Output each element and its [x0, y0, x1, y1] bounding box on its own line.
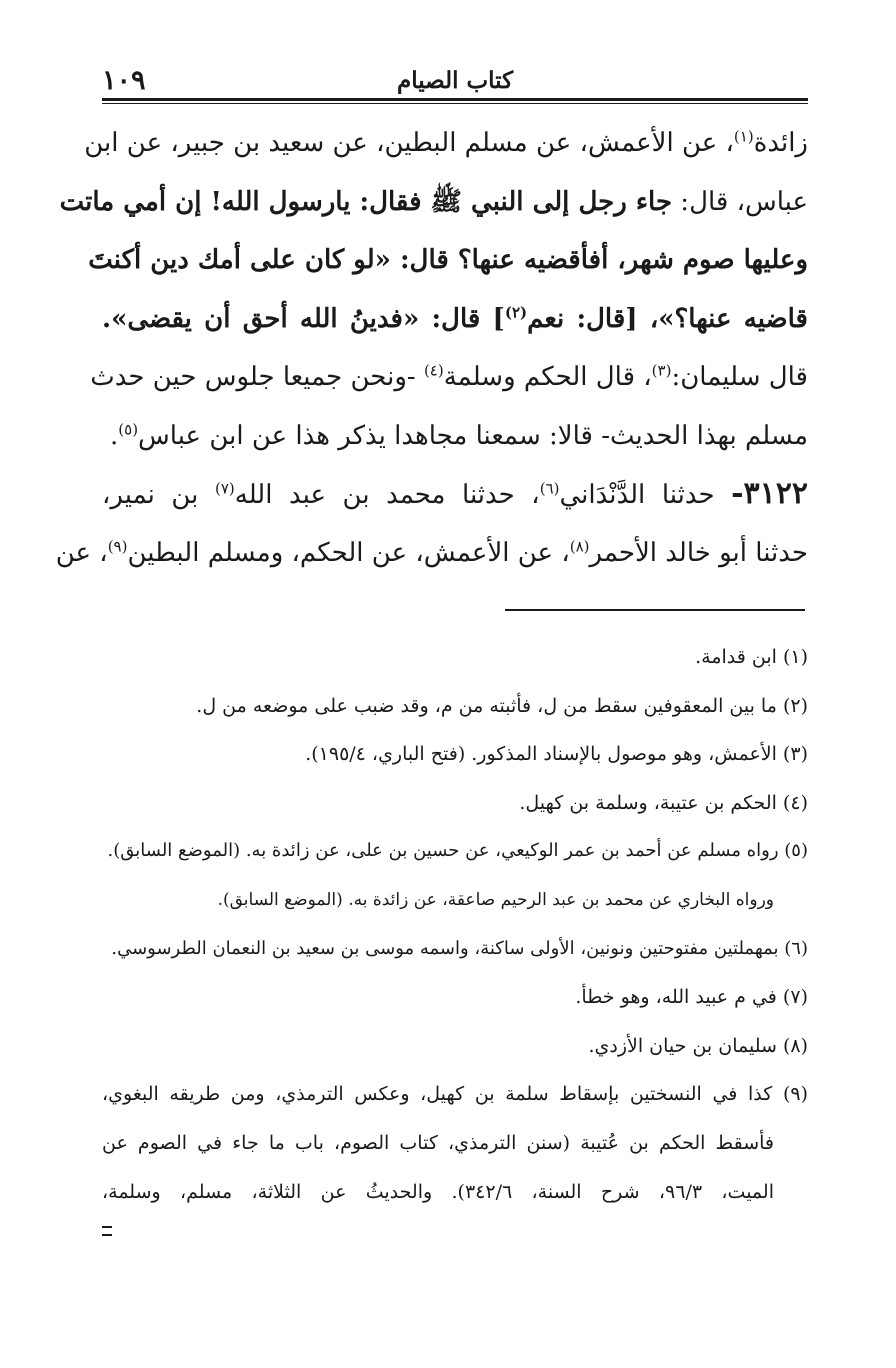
footnote-ref: (٥) [118, 419, 139, 438]
text-span: زائدة [753, 128, 808, 158]
text-span: ، عن [55, 537, 108, 568]
hadith-text: «لو كان على أمك دين أكنتَ [88, 245, 391, 275]
text-span: بن نمير، [102, 480, 215, 510]
text-line-1 [84, 114, 808, 173]
text-span: -ونحن جميعا جلوس حين حدث [90, 362, 424, 392]
hadith-text: قاضيه عنها؟»، [قال: نعم [527, 303, 808, 334]
text-span: ، عن الأعمش، عن الحكم، ومسلم البطين [127, 537, 570, 568]
text-line-8 [55, 524, 808, 583]
text-line-3 [88, 231, 808, 290]
text-span: ، عن الأعمش، عن مسلم البطين، عن سعيد بن جبير، عن ابن [84, 128, 734, 158]
footnote-5-continuation: ورواه البخاري عن محمد بن عبد الرحيم صاعقة، عن زائدة به. (الموضع السابق). [217, 889, 774, 910]
text-span: ، حدثنا محمد بن عبد الله [234, 480, 540, 510]
footnote-9-line-3: الميت، ٩٦/٣، شرح السنة، ٣٤٢/٦). والحديثُ عن الثلاثة، مسلم، وسلمة، [102, 1180, 774, 1203]
text-line-2 [59, 173, 808, 232]
footnote-7: (٧) في م عبيد الله، وهو خطأ. [575, 986, 808, 1009]
text-line-4 [102, 290, 808, 349]
text-line-5 [90, 348, 808, 407]
footnote-1: (١) ابن قدامة. [695, 646, 808, 668]
footnote-9: (٩) كذا في النسختين بإسقاط سلمة بن كهيل، وعكس الترمذي، ومن طريقه البغوي، [102, 1083, 808, 1106]
footnote-2: (٢) ما بين المعقوفين سقط من ل، فأثبته من م، وقد ضبب على موضعه من ل. [196, 694, 808, 717]
text-span: ، قال الحكم وسلمة [443, 362, 652, 392]
footnote-ref: (٧) [214, 479, 235, 498]
text-span: مسلم بهذا الحديث- قالا: سمعنا مجاهدا يذكر هذا عن ابن عباس [138, 420, 808, 451]
footnote-ref: (٦) [539, 479, 560, 498]
text-line-6 [102, 407, 808, 466]
text-span: قال سليمان: [671, 362, 808, 392]
footnotes [102, 633, 808, 1216]
running-header [102, 64, 808, 101]
hadith-number: ٣١٢٢- [731, 476, 808, 511]
hadith-text: وعليها صوم شهر، أفأقضيه عنها؟ قال: [390, 245, 808, 275]
footnote-separator [505, 609, 805, 611]
footnote-ref: (٩) [107, 536, 128, 555]
footnote-ref: (٤) [423, 361, 444, 380]
footnote-ref: (٨) [569, 536, 590, 555]
text-span: حدثنا الدَّنْدَاني [559, 480, 732, 510]
continuation-mark [102, 1226, 112, 1236]
hadith-text: جاء رجل إلى النبي ﷺ فقال: يارسول الله! إن أمي ماتت [59, 186, 673, 217]
footnote-4: (٤) الحكم بن عتيبة، وسلمة بن كهيل. [519, 791, 808, 814]
text-line-7 [102, 465, 808, 524]
header-title: كتاب الصيام [396, 67, 514, 94]
footnote-9-line-2: فأسقط الحكم بن عُتيبة (سنن الترمذي، كتاب الصوم، باب ما جاء في الصوم عن [102, 1131, 774, 1154]
footnote-3: (٣) الأعمش، وهو موصول بالإسناد المذكور. (فتح الباري، ١٩٥/٤). [305, 743, 808, 766]
text-span: عباس، قال: [672, 186, 808, 217]
page-number: ١٠٩ [102, 65, 146, 96]
footnote-8: (٨) سليمان بن حيان الأزدي. [588, 1034, 808, 1057]
header-rule [102, 103, 808, 104]
text-span: حدثنا أبو خالد الأحمر [589, 537, 808, 568]
text-span: . [110, 420, 119, 451]
main-text [55, 114, 808, 582]
footnote-ref: (٢) [504, 302, 528, 321]
footnote-ref: (٣) [651, 361, 672, 380]
footnote-ref: (١) [733, 127, 754, 146]
hadith-text: ] قال: «فدينُ الله أحق أن يقضى» [111, 303, 505, 334]
footnote-6: (٦) بمهملتين مفتوحتين ونونين، الأولى ساكنة، واسمه موسى بن سعيد بن النعمان الطرسوسي. [111, 937, 808, 959]
footnote-5: (٥) رواه مسلم عن أحمد بن عمر الوكيعي، عن حسين بن على، عن زائدة به. (الموضع السابق). [107, 840, 808, 862]
text-span: . [102, 303, 112, 334]
